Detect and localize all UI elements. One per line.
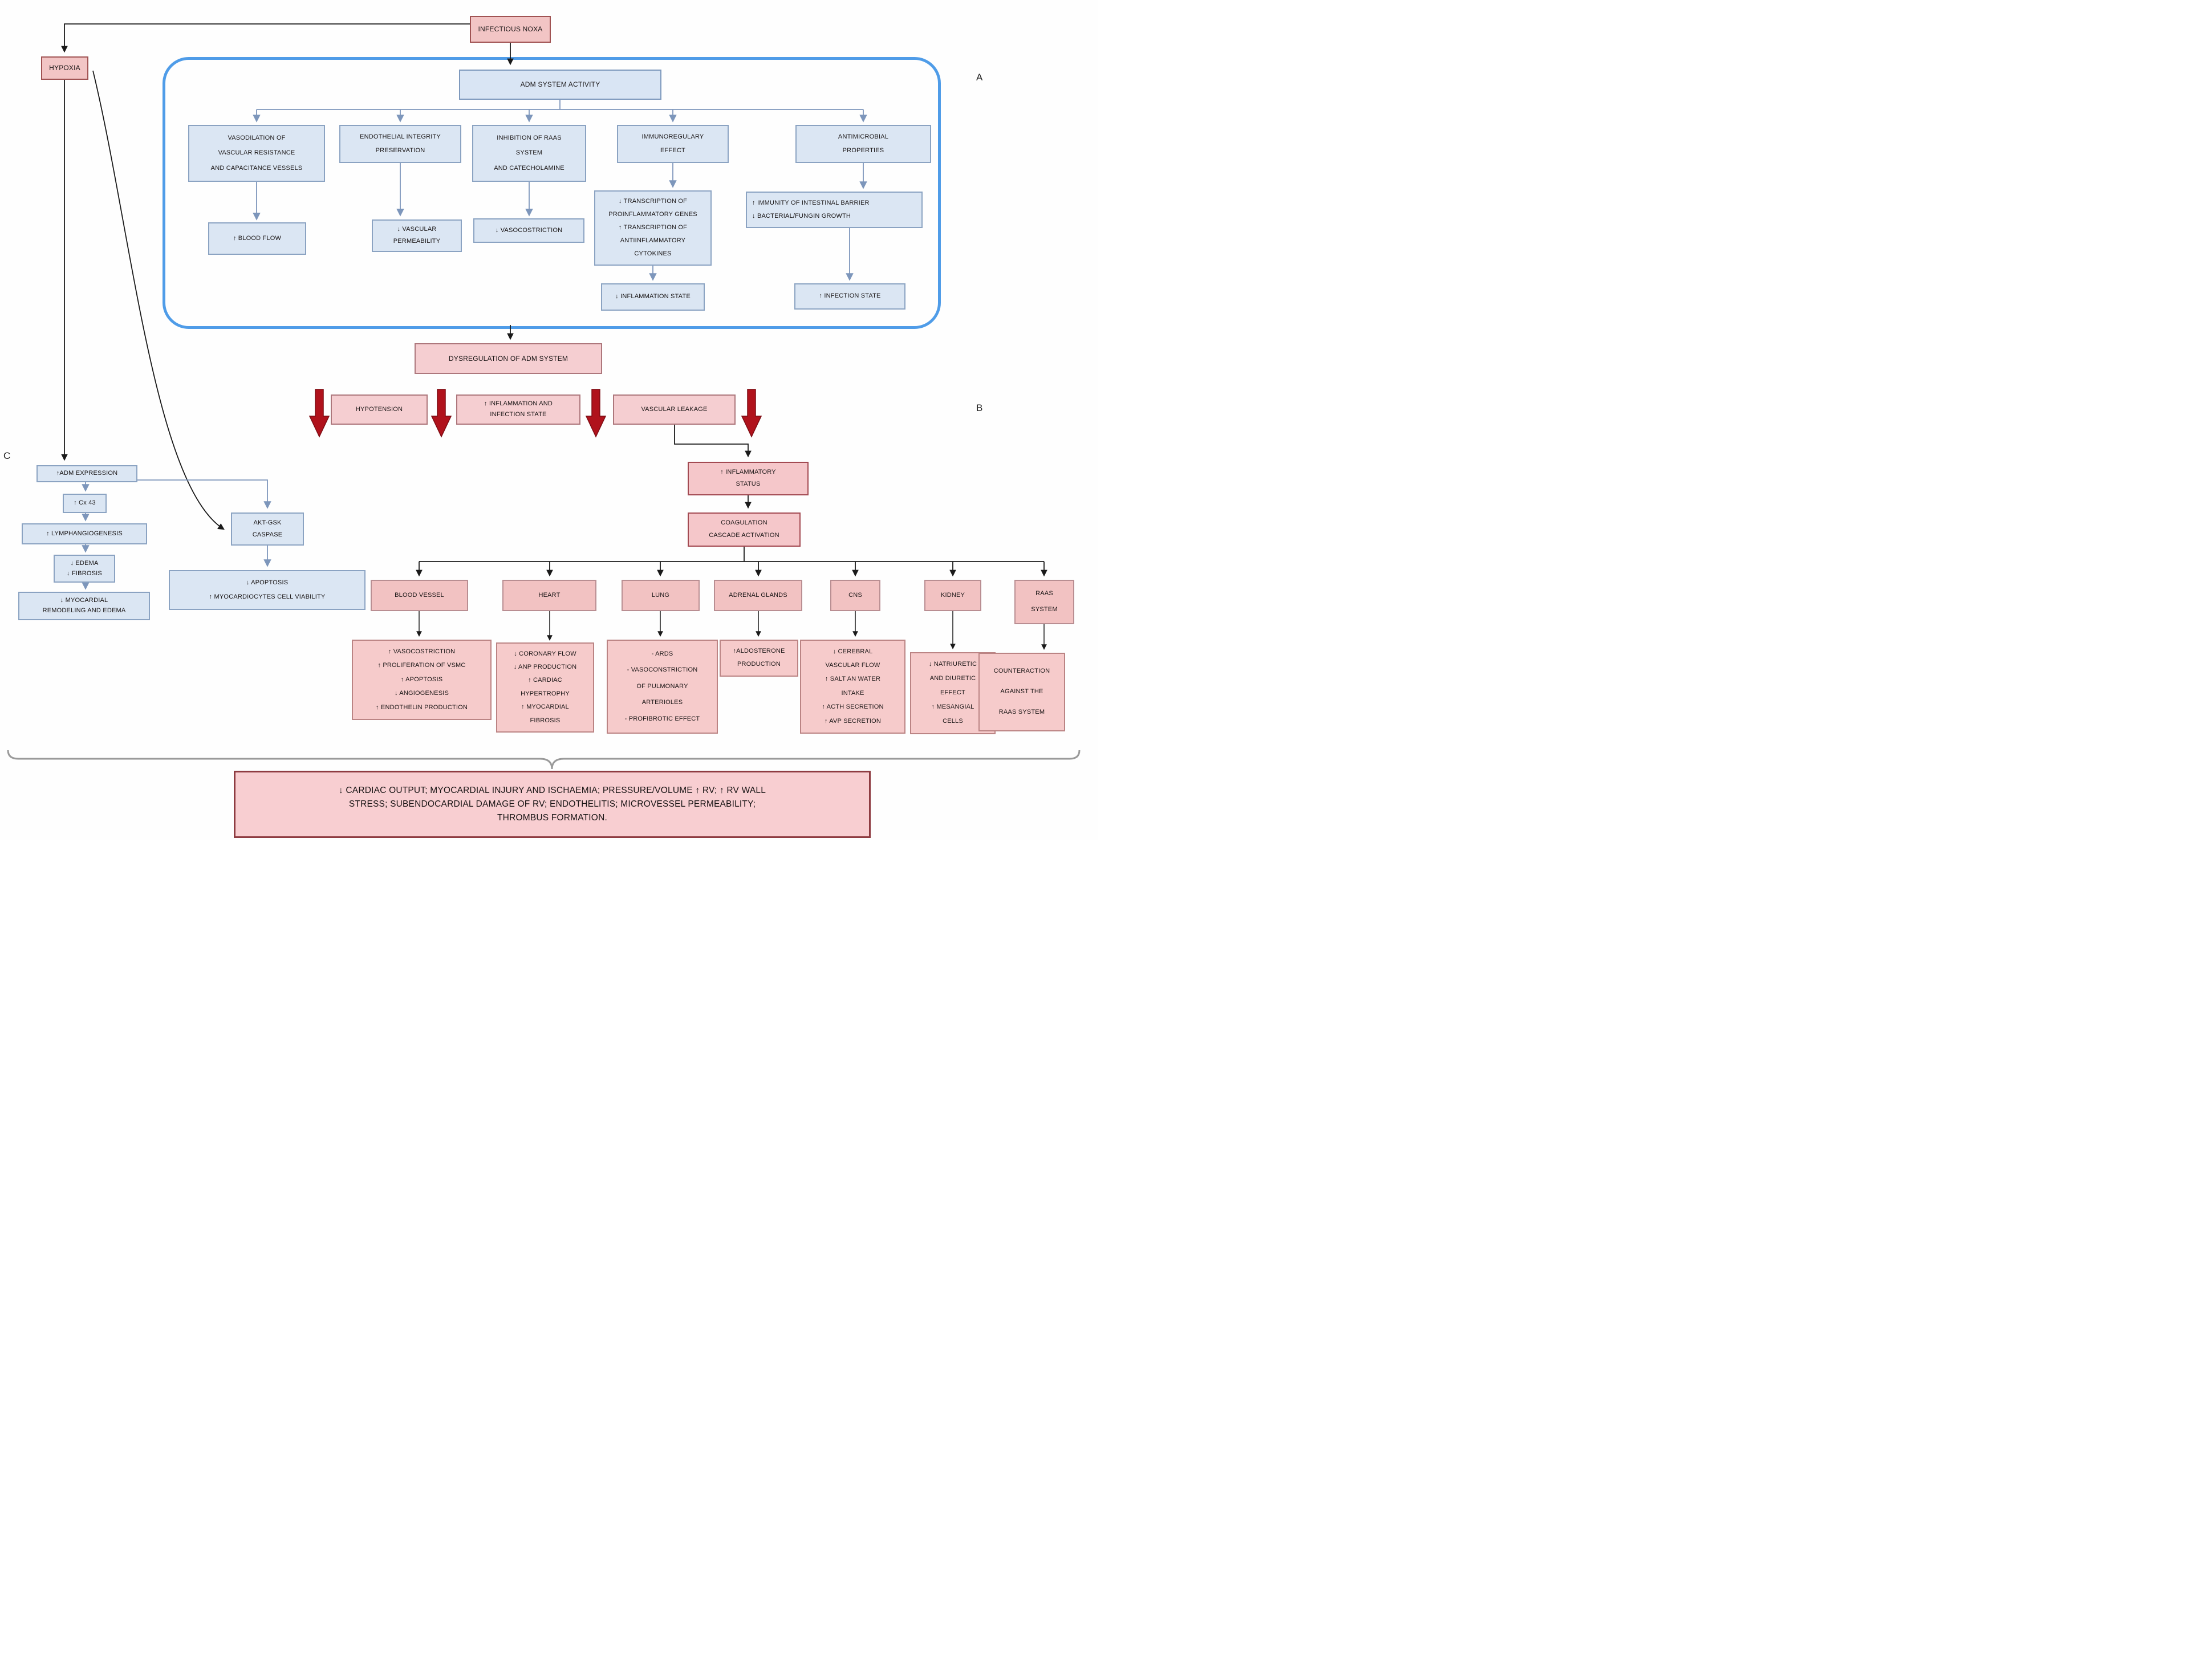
immunoregulary-effect-box: IMMUNOREGULARY EFFECT <box>617 125 729 163</box>
panel-a-label: A <box>976 72 983 83</box>
blood-vessel-box: BLOOD VESSEL <box>371 580 468 611</box>
infectious-noxa-box: INFECTIOUS NOXA <box>470 16 551 43</box>
heart-detail-box: ↓ CORONARY FLOW ↓ ANP PRODUCTION ↑ CARDIAC HYPERTROPHY ↑ MYOCARDIAL FIBROSIS <box>496 642 594 733</box>
kidney-box: KIDNEY <box>924 580 981 611</box>
blood-vessel-detail-box: ↑ VASOCOSTRICTION ↑ PROLIFERATION OF VSMC ↑ APOPTOSIS ↓ ANGIOGENESIS ↑ ENDOTHELIN PRODUCTION <box>352 640 492 720</box>
lymphangiogenesis-box: ↑ LYMPHANGIOGENESIS <box>22 523 147 544</box>
panel-b-label: B <box>976 402 983 413</box>
edema-fibrosis-box: ↓ EDEMA ↓ FIBROSIS <box>54 555 115 583</box>
heart-box: HEART <box>502 580 596 611</box>
antimicrobial-properties-box: ANTIMICROBIAL PROPERTIES <box>795 125 931 163</box>
dysregulation-box: DYSREGULATION OF ADM SYSTEM <box>415 343 602 374</box>
noxa-to-hypoxia-line <box>64 24 470 51</box>
vascular-leakage-box: VASCULAR LEAKAGE <box>613 394 736 425</box>
red-down-arrow <box>586 389 606 437</box>
raas-detail-box: COUNTERACTION AGAINST THE RAAS SYSTEM <box>978 653 1065 731</box>
blood-flow-box: ↑ BLOOD FLOW <box>208 222 306 255</box>
black-connectors <box>64 24 1044 649</box>
adm-expression-box: ↑ADM EXPRESSION <box>36 465 137 482</box>
hypoxia-box: HYPOXIA <box>41 56 88 80</box>
cx43-box: ↑ Cx 43 <box>63 494 107 513</box>
lung-box: LUNG <box>622 580 700 611</box>
raas-system-box: RAAS SYSTEM <box>1014 580 1074 624</box>
red-down-arrow <box>432 389 451 437</box>
adm-system-flowchart <box>0 0 1098 840</box>
vascular-permeability-box: ↓ VASCULAR PERMEABILITY <box>372 219 462 252</box>
adm-system-activity-box: ADM SYSTEM ACTIVITY <box>459 70 661 100</box>
lung-detail-box: - ARDS - VASOCONSTRICTION OF PULMONARY ARTERIOLES - PROFIBROTIC EFFECT <box>607 640 718 734</box>
adrenal-glands-box: ADRENAL GLANDS <box>714 580 802 611</box>
apoptosis-viability-box: ↓ APOPTOSIS ↑ MYOCARDIOCYTES CELL VIABILITY <box>169 570 366 610</box>
admexpression-to-aktgsk-line <box>137 480 267 507</box>
inflammatory-status-box: ↑ INFLAMMATORY STATUS <box>688 462 809 495</box>
myocardial-remodeling-box: ↓ MYOCARDIAL REMODELING AND EDEMA <box>18 592 150 620</box>
inflammation-infection-box: ↑ INFLAMMATION AND INFECTION STATE <box>456 394 580 425</box>
panel-c-label: C <box>3 450 11 461</box>
bottom-brace <box>8 750 1079 769</box>
inhibition-raas-box: INHIBITION OF RAAS SYSTEM AND CATECHOLAMINE <box>472 125 586 182</box>
coagulation-box: COAGULATION CASCADE ACTIVATION <box>688 512 801 547</box>
red-down-arrow <box>310 389 329 437</box>
cns-detail-box: ↓ CEREBRAL VASCULAR FLOW ↑ SALT AN WATER INTAKE ↑ ACTH SECRETION ↑ AVP SECRETION <box>800 640 905 734</box>
transcription-box: ↓ TRANSCRIPTION OF PROINFLAMMATORY GENES ↑ TRANSCRIPTION OF ANTIINFLAMMATORY CYTOKINES <box>594 190 712 266</box>
red-down-arrow <box>742 389 761 437</box>
vasodilation-box: VASODILATION OF VASCULAR RESISTANCE AND CAPACITANCE VESSELS <box>188 125 325 182</box>
summary-box: ↓ CARDIAC OUTPUT; MYOCARDIAL INJURY AND ISCHAEMIA; PRESSURE/VOLUME ↑ RV; ↑ RV WALL STRESS; SUBENDOCARDIAL DAMAGE OF RV; ENDOTHELITIS; MICROVESSEL PERMEABILITY; THROMBUS FORMATION. <box>234 771 871 838</box>
hypotension-box: HYPOTENSION <box>331 394 428 425</box>
akt-gsk-caspase-box: AKT-GSK CASPASE <box>231 512 304 546</box>
immunity-barrier-box: ↑ IMMUNITY OF INTESTINAL BARRIER ↓ BACTERIAL/FUNGIN GROWTH <box>746 192 923 228</box>
inflammation-state-box: ↓ INFLAMMATION STATE <box>601 283 705 311</box>
cns-box: CNS <box>830 580 880 611</box>
leakage-to-inflammatory-line <box>675 425 748 456</box>
vasocostriction-box: ↓ VASOCOSTRICTION <box>473 218 584 243</box>
endothelial-integrity-box: ENDOTHELIAL INTEGRITY PRESERVATION <box>339 125 461 163</box>
infection-state-box: ↑ INFECTION STATE <box>794 283 905 310</box>
kidney-detail-box: ↓ NATRIURETIC AND DIURETIC EFFECT ↑ MESANGIAL CELLS <box>910 652 996 734</box>
adrenal-detail-box: ↑ALDOSTERONE PRODUCTION <box>720 640 798 677</box>
